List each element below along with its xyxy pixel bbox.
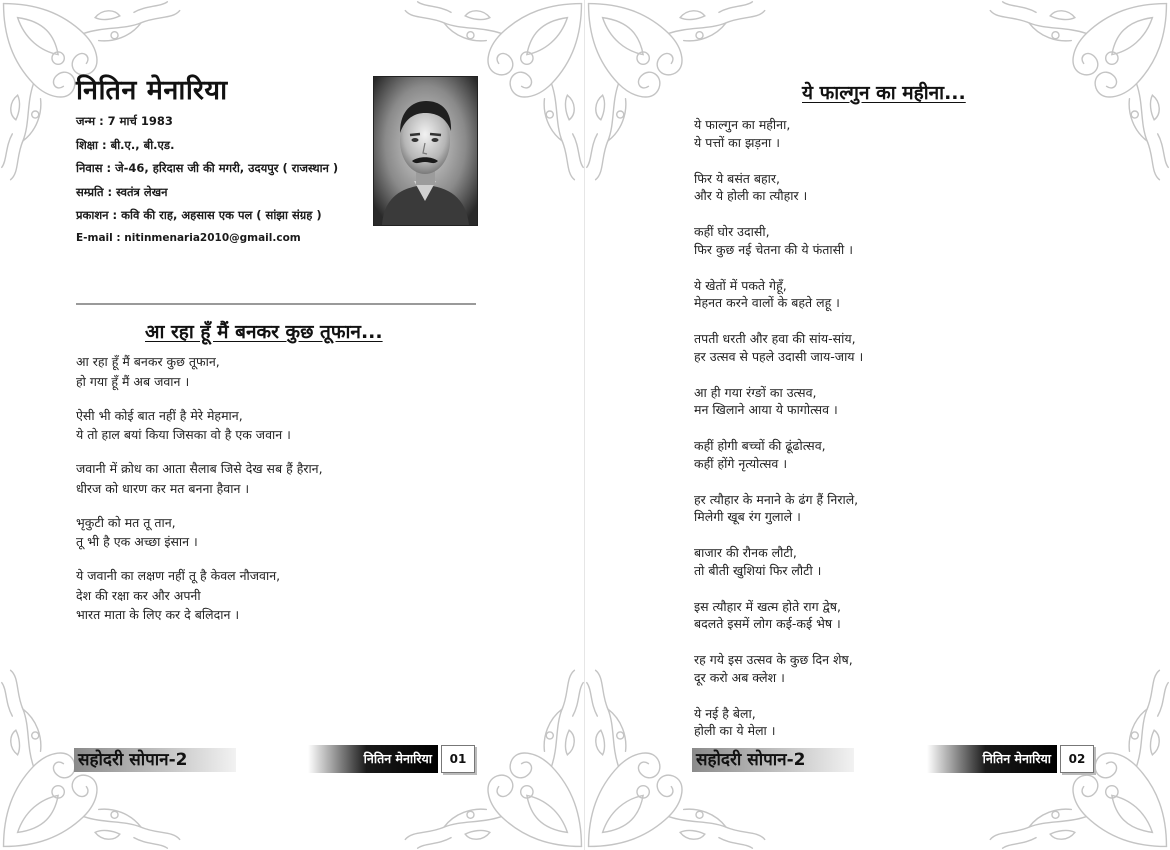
poem-line: तपती धरती और हवा की सांय-सांय,: [694, 331, 856, 346]
stanza: [694, 437, 863, 472]
bio-birth: जन्म : 7 मार्च 1983: [76, 114, 173, 128]
poem-line: तो बीती खुशियां फिर लौटी ।: [694, 562, 822, 578]
poem-title: आ रहा हूँ मैं बनकर कुछ तूफान...: [145, 321, 383, 343]
poem-line: होली का ये मेला ।: [694, 723, 776, 738]
poem-line: मेहनत करने वालों के बहते लहू ।: [694, 295, 840, 310]
poem-line: हर उत्सव से पहले उदासी जाय-जाय ।: [694, 348, 864, 364]
poem-line: तू भी है एक अच्छा इंसान ।: [76, 534, 198, 549]
page-number: 01: [441, 745, 475, 773]
stanza: [694, 544, 863, 579]
poem-line: भृकुटी को मत तू तान,: [76, 514, 176, 530]
stanza: [694, 598, 863, 633]
poem-line: ऐसी भी कोई बात नहीं है मेरे मेहमान,: [76, 407, 243, 423]
page-number: 02: [1060, 745, 1094, 773]
author-name: नितिन मेनारिया: [76, 75, 228, 106]
poem-line: कहीं होंगे नृत्योत्सव ।: [694, 455, 788, 471]
author-photo: [373, 76, 478, 226]
poem-line: बदलते इसमें लोग कई-कई भेष ।: [694, 616, 841, 631]
poem-line: धीरज को धारण कर मत बनना हैवान ।: [76, 480, 250, 496]
poem-title: ये फाल्गुन का महीना...: [802, 82, 966, 104]
poem-line: ये जवानी का लक्षण नहीं तू है केवल नौजवान,: [76, 568, 281, 583]
bio-occupation: सम्प्रति : स्वतंत्र लेखन: [76, 184, 168, 199]
stanza: [694, 223, 863, 258]
poem-line: ये खेतों में पकते गेहूँ,: [694, 277, 787, 293]
stanza: [694, 384, 863, 419]
poem-line: ये फाल्गुन का महीना,: [694, 117, 791, 132]
poem-line: देश की रक्षा कर और अपनी: [76, 587, 201, 603]
poem-body: [694, 116, 863, 758]
poem-line: कहीं होगी बच्चों की ढूंढोत्सव,: [694, 438, 826, 453]
poem-line: फिर कुछ नई चेतना की ये फंतासी ।: [694, 241, 853, 257]
stanza: [694, 277, 863, 312]
poem-body: [76, 352, 323, 639]
right-page: [585, 0, 1170, 850]
poem-line: मन खिलाने आया ये फागोत्सव ।: [694, 402, 838, 417]
footer-author-name: नितिन मेनारिया: [308, 745, 438, 773]
poem-line: ये नई है बेला,: [694, 705, 756, 721]
poem-line: बाजार की रौनक लौटी,: [694, 545, 797, 560]
poem-line: फिर ये बसंत बहार,: [694, 170, 780, 186]
footer-book-title: सहोदरी सोपान-2: [74, 748, 236, 772]
poem-line: रह गये इस उत्सव के कुछ दिन शेष,: [694, 652, 853, 667]
poem-line: और ये होली का त्यौहार ।: [694, 188, 808, 203]
stanza: [694, 330, 863, 365]
poem-line: आ ही गया रंग्ङों का उत्सव,: [694, 384, 817, 400]
stanza: [76, 566, 323, 625]
stanza: [76, 513, 323, 552]
poem-line: इस त्यौहार में खत्म होते राग द्वेष,: [694, 598, 841, 614]
author-bio: [76, 114, 338, 255]
stanza: [694, 705, 863, 740]
corner-ornament-top-right: [985, 0, 1170, 185]
poem-line: मिलेगी खूब रंग गुलाले ।: [694, 509, 801, 524]
stanza: [694, 170, 863, 205]
bio-residence: निवास : जे-46, हरिदास जी की मगरी, उदयपुर ( राजस्थान ): [76, 161, 339, 175]
poem-line: ये तो हाल बयां किया जिसका वो है एक जवान ।: [76, 427, 291, 442]
poem-line: कहीं घोर उदासी,: [694, 224, 770, 239]
bio-publications: प्रकाशन : कवि की राह, अहसास एक पल ( सांझा संग्रह ): [76, 208, 322, 222]
poem-line: भारत माता के लिए कर दे बलिदान ।: [76, 607, 240, 622]
stanza: [76, 352, 323, 391]
stanza: [694, 491, 863, 526]
stanza: [694, 651, 863, 686]
stanza: [76, 459, 323, 498]
section-divider: [76, 303, 476, 305]
stanza: [76, 406, 323, 445]
poem-line: हर त्यौहार के मनाने के ढंग हैं निराले,: [694, 491, 859, 507]
poem-line: दूर करो अब क्लेश ।: [694, 669, 785, 685]
poem-line: आ रहा हूँ मैं बनकर कुछ तूफान,: [76, 354, 220, 369]
bio-email: E-mail : nitinmenaria2010@gmail.com: [76, 231, 301, 244]
poem-line: ये पत्तों का झड़ना ।: [694, 134, 781, 150]
footer-author-name: नितिन मेनारिया: [927, 745, 1057, 773]
bio-education: शिक्षा : बी.ए., बी.एड.: [76, 137, 175, 152]
stanza: [694, 116, 863, 151]
poem-line: जवानी में क्रोध का आता सैलाब जिसे देख सब हैं हैरान,: [76, 461, 323, 476]
poem-line: हो गया हूँ मैं अब जवान ।: [76, 373, 190, 389]
footer-book-title: सहोदरी सोपान-2: [692, 748, 854, 772]
